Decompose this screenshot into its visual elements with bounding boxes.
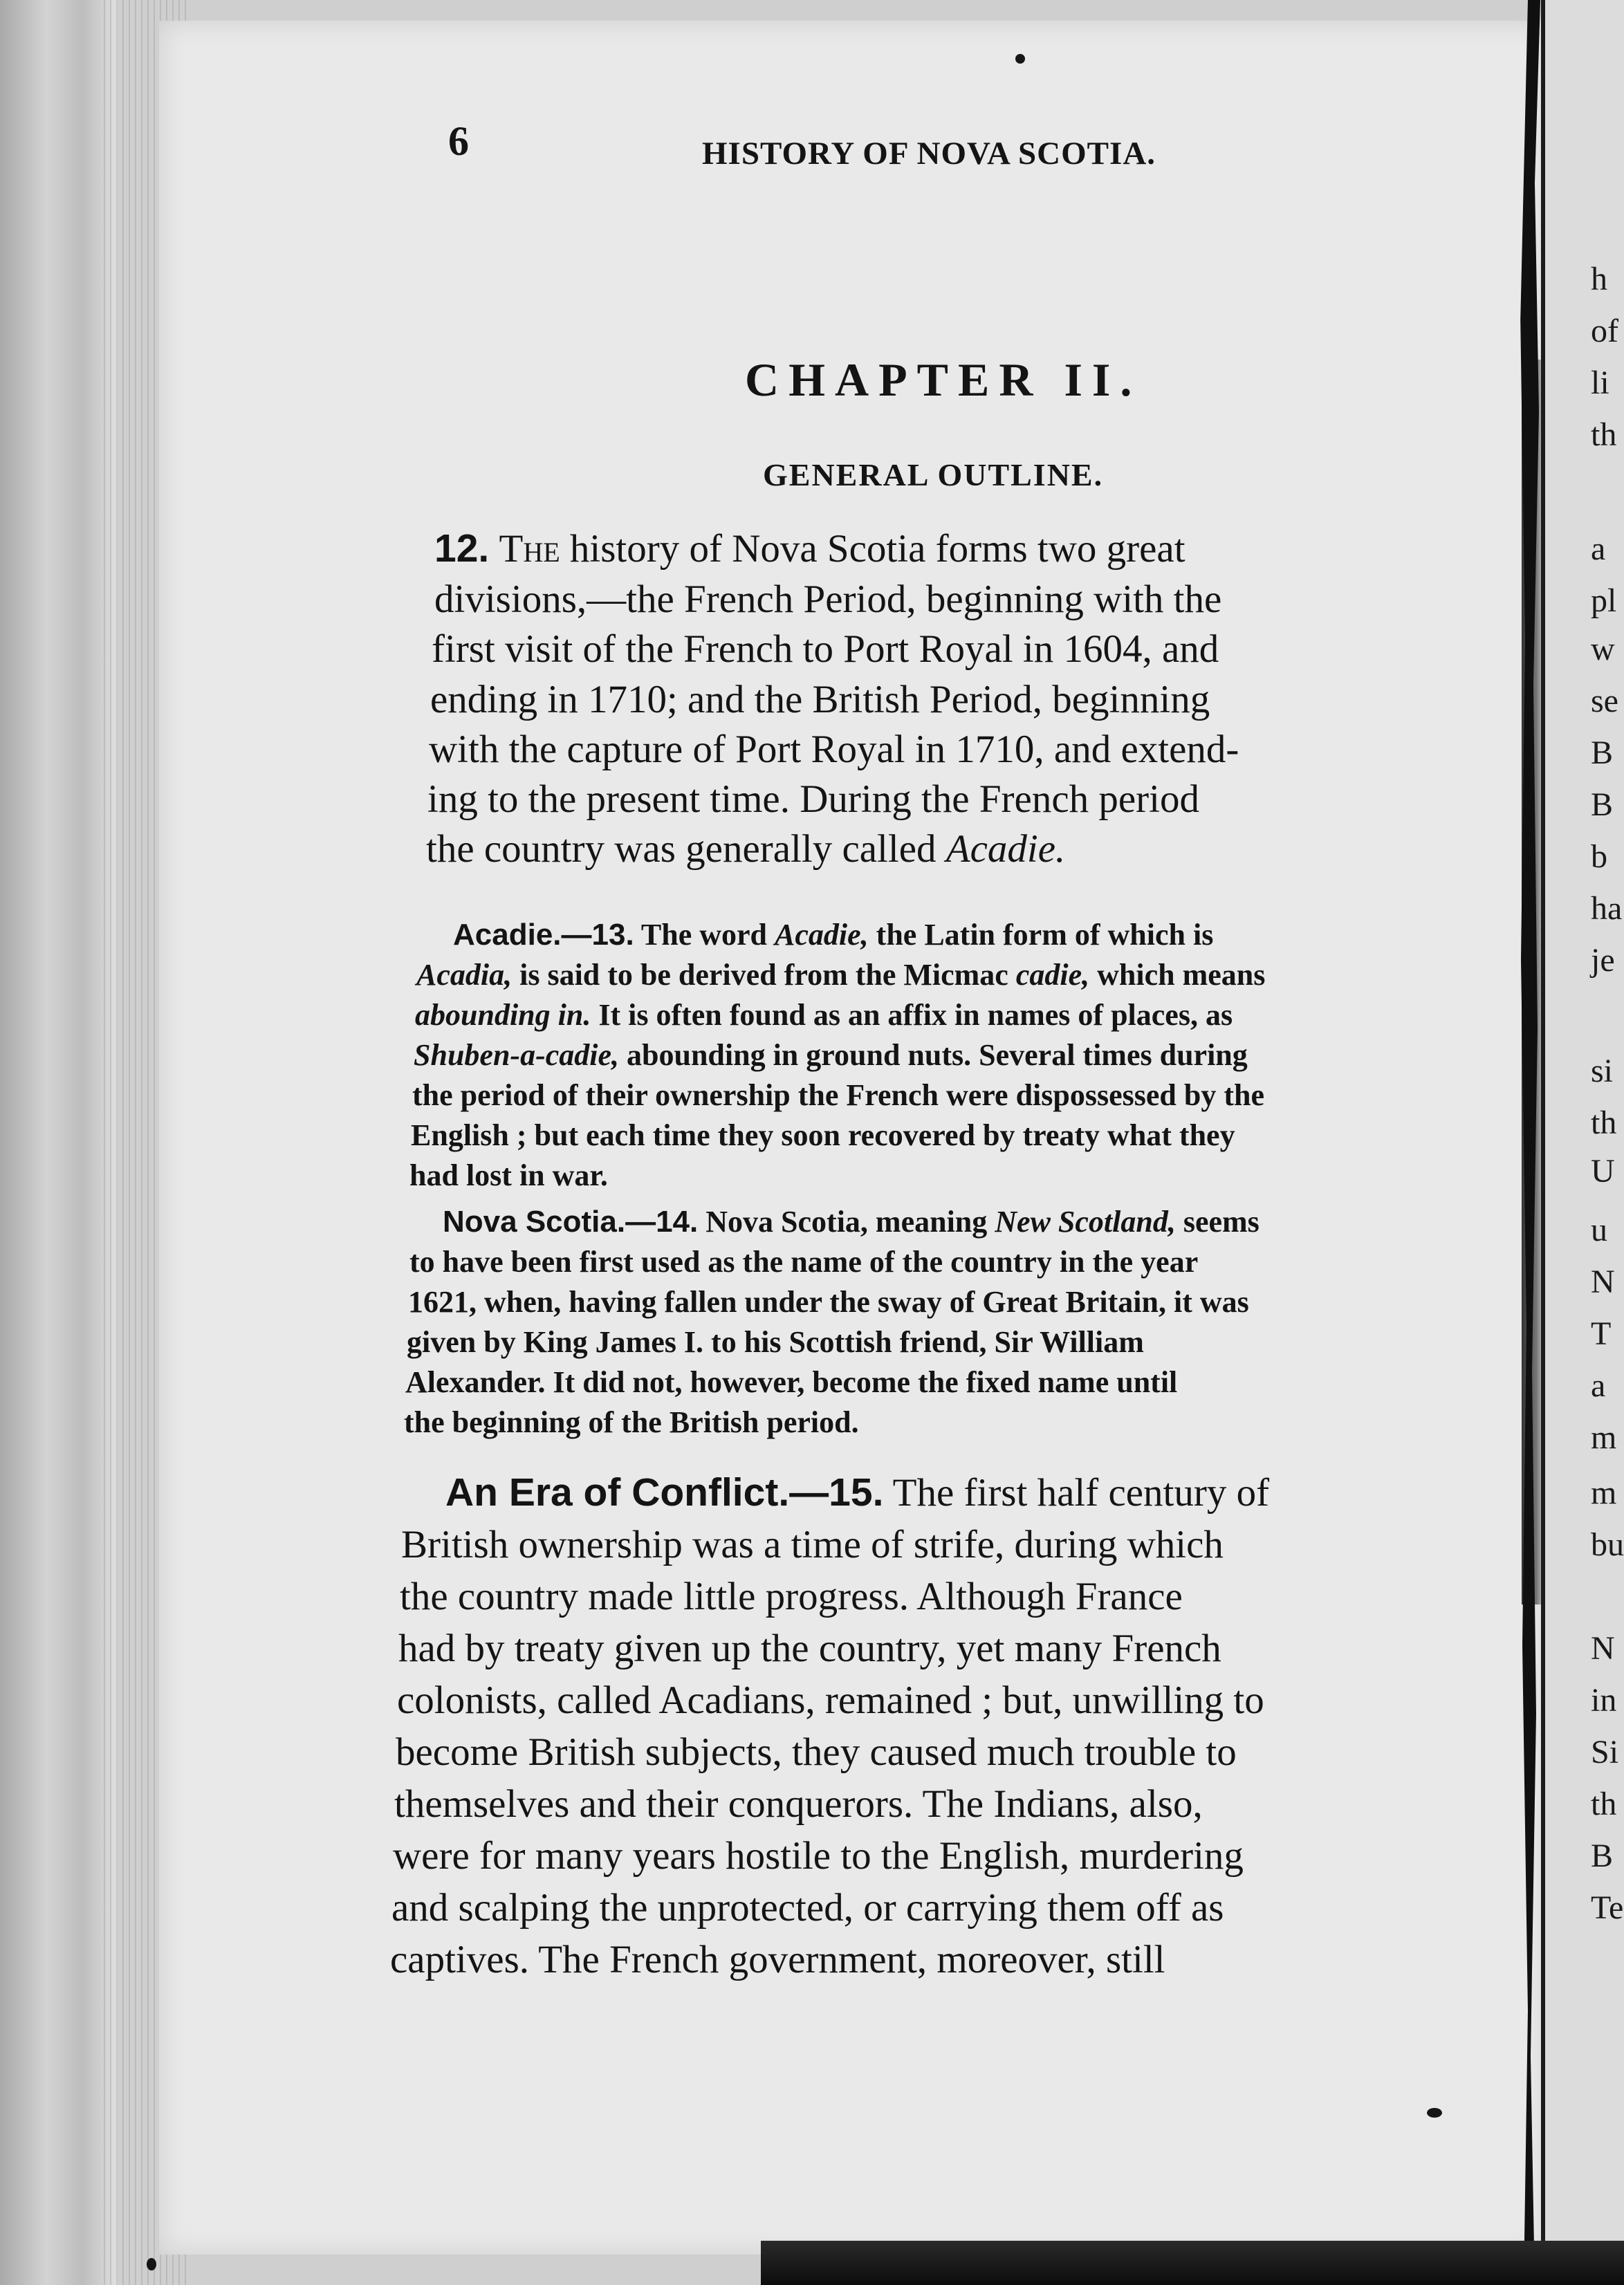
section-subtitle: GENERAL OUTLINE. <box>763 457 1104 492</box>
adjacent-page-text: th <box>1591 1786 1617 1822</box>
adjacent-page-text: N <box>1591 1264 1615 1300</box>
adjacent-page-text: of <box>1591 313 1618 349</box>
paragraph-number: 12. <box>434 526 490 571</box>
note-text: which means <box>1089 958 1266 992</box>
paragraph-line <box>445 1470 1270 1515</box>
italic-term: cadie, <box>1015 958 1090 992</box>
ink-speck <box>147 2258 156 2270</box>
paragraph-line: with the capture of Port Royal in 1710, and extend- <box>429 728 1239 771</box>
paragraph-line <box>426 829 1065 869</box>
adjacent-page-text: se <box>1591 683 1618 719</box>
note-line: to have been first used as the name of the country in the year <box>409 1245 1199 1279</box>
chapter-title: CHAPTER II. <box>745 353 1142 406</box>
italic-term: Acadie. <box>945 827 1066 871</box>
adjacent-page-text: si <box>1591 1053 1614 1089</box>
italic-term: Shuben-a-cadie, <box>414 1038 619 1072</box>
note-heading: Acadie.—13. <box>453 918 634 952</box>
adjacent-page-text: a <box>1591 530 1606 567</box>
note-text: It is often found as an affix in names of places, as <box>591 998 1233 1032</box>
adjacent-page-text: N <box>1591 1630 1615 1667</box>
note-line: 1621, when, having fallen under the sway of Great Britain, it was <box>408 1285 1249 1319</box>
note-text: seems <box>1175 1205 1259 1239</box>
adjacent-page-text: pl <box>1591 582 1617 619</box>
note-line <box>415 1000 1233 1030</box>
adjacent-page-text: m <box>1591 1419 1617 1456</box>
adjacent-page-text: B <box>1591 1838 1614 1874</box>
paragraph-line: British ownership was a time of strife, during which <box>401 1523 1224 1566</box>
adjacent-page-text: bu <box>1591 1526 1624 1563</box>
adjacent-page-text: ha <box>1591 890 1623 927</box>
scan-left-margin <box>0 0 118 2285</box>
note-line <box>443 1207 1259 1237</box>
paragraph-line <box>434 526 1185 571</box>
paragraph-line: and scalping the unprotected, or carrying them off as <box>391 1886 1224 1930</box>
note-text: the Latin form of which is <box>868 918 1214 952</box>
adjacent-page-text: h <box>1591 261 1607 297</box>
note-line <box>414 1040 1248 1071</box>
adjacent-page-text: B <box>1591 734 1614 771</box>
note-line: had lost in war. <box>409 1158 608 1192</box>
note-heading: Nova Scotia.—14. <box>443 1205 699 1239</box>
paragraph-text: the country was generally called <box>426 827 946 871</box>
paragraph-line: divisions,—the French Period, beginning with the <box>434 577 1222 621</box>
italic-term: Acadia, <box>416 958 513 992</box>
adjacent-page-text: T <box>1591 1315 1612 1352</box>
paragraph-text: history of Nova Scotia forms two great <box>569 527 1185 571</box>
paragraph-line: had by treaty given up the country, yet many French <box>398 1627 1221 1670</box>
paragraph-line: ending in 1710; and the British Period, beginning <box>430 678 1210 721</box>
paragraph-line: captives. The French government, moreover, still <box>390 1938 1165 1981</box>
note-text: abounding in ground nuts. Several times during <box>619 1038 1248 1072</box>
ink-speck <box>1427 2108 1442 2118</box>
paragraph-first-word: The <box>499 527 560 571</box>
paragraph-line: become British subjects, they caused much trouble to <box>396 1730 1237 1774</box>
note-line <box>453 920 1213 950</box>
italic-term: New Scotland, <box>995 1205 1176 1239</box>
paragraph-line: themselves and their conquerors. The Indians, also, <box>394 1782 1203 1826</box>
running-head: HISTORY OF NOVA SCOTIA. <box>702 136 1156 172</box>
adjacent-page-text: th <box>1591 416 1617 453</box>
paragraph-line: first visit of the French to Port Royal in 1604, and <box>432 627 1219 671</box>
adjacent-page-text: B <box>1591 786 1614 823</box>
adjacent-page-text: in <box>1591 1682 1617 1719</box>
note-text: The word <box>640 918 775 952</box>
scanner-bottom-edge <box>761 2241 1624 2285</box>
ink-speck <box>1015 54 1025 64</box>
adjacent-page-text: a <box>1591 1367 1606 1404</box>
note-line: the beginning of the British period. <box>404 1405 859 1439</box>
note-line: English ; but each time they soon recovered by treaty what they <box>411 1118 1235 1152</box>
note-text: Nova Scotia, meaning <box>705 1205 995 1239</box>
adjacent-page-text: u <box>1591 1212 1607 1248</box>
italic-term: abounding in. <box>415 998 591 1032</box>
paragraph-line: ing to the present time. During the French period <box>427 777 1199 821</box>
note-line: given by King James I. to his Scottish friend, Sir William <box>407 1325 1144 1359</box>
page-number: 6 <box>448 118 469 164</box>
adjacent-page-text: th <box>1591 1104 1617 1141</box>
adjacent-page-text: Te <box>1591 1889 1624 1926</box>
adjacent-page-text: Si <box>1591 1734 1619 1770</box>
note-text: is said to be derived from the Micmac <box>512 958 1016 992</box>
adjacent-page-text: U <box>1591 1153 1615 1190</box>
adjacent-page-text: je <box>1591 942 1615 979</box>
adjacent-page-text: li <box>1591 364 1609 401</box>
italic-term: Acadie, <box>775 918 869 952</box>
section-heading: An Era of Conflict.—15. <box>445 1470 884 1515</box>
paragraph-text: The first half century of <box>892 1471 1270 1515</box>
note-line <box>416 960 1265 990</box>
adjacent-page-text: m <box>1591 1474 1617 1511</box>
paragraph-line: were for many years hostile to the English, murdering <box>393 1834 1244 1878</box>
note-line: the period of their ownership the French were dispossessed by the <box>412 1078 1264 1112</box>
note-line: Alexander. It did not, however, become the fixed name until <box>405 1365 1178 1399</box>
adjacent-page-text: w <box>1591 631 1615 667</box>
adjacent-page-text: b <box>1591 838 1607 875</box>
paragraph-line: colonists, called Acadians, remained ; but, unwilling to <box>397 1678 1264 1722</box>
paragraph-line: the country made little progress. Although France <box>400 1575 1183 1618</box>
